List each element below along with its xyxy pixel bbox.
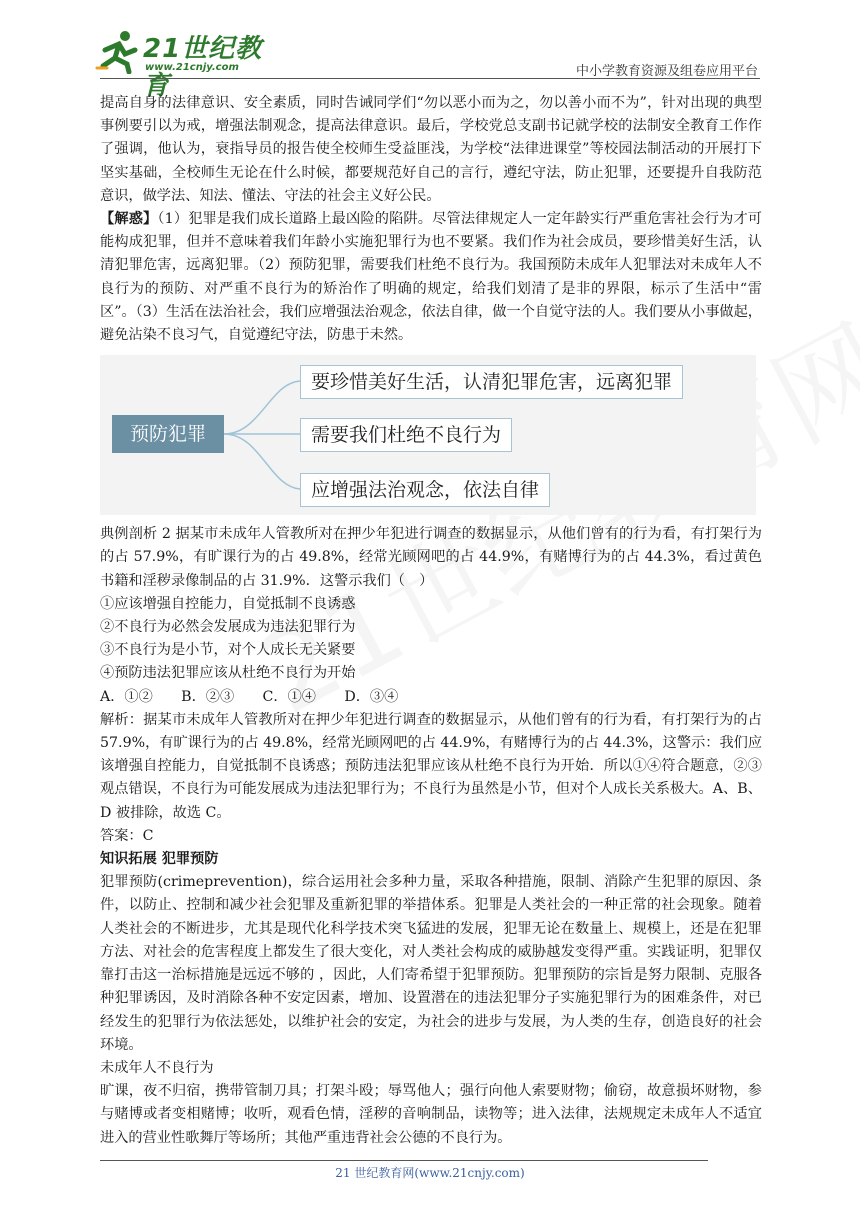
paragraph-intro: 提高自身的法律意识、安全素质，同时告诫同学们“勿以恶小而为之，勿以善小而不为”，针对出现的典型事例要引以为戒，增强法制观念，提高法律意识。最后，学校党总支副书记就学校的法制安全教育工作作了强调，他认为，衰指导员的报告使全校师生受益匪浅，为学校“法律进课堂”等校园法制活动的开展打下坚实基础，全校师生无论在什么时候，都要规范好自己的言行，遵纪守法，防止犯罪，还要提升自我防范意识，做学法、知法、懂法、守法的社会主义好公民。 [100, 95, 762, 204]
document-body [100, 92, 762, 1150]
mind-map [100, 355, 756, 515]
jiehuo-text: （1）犯罪是我们成长道路上最凶险的陷阱。尽管法律规定人一定年龄实行严重危害社会行为才可能构成犯罪，但并不意味着我们年龄小实施犯罪行为也不要紧。我们作为社会成员，要珍惜美好生活，认清犯罪危害，远离犯罪。（2）预防犯罪，需要我们杜绝不良行为。我国预防未成年人犯罪法对未成年人不良行为的预防、对严重不良行为的矫治作了明确的规定，给我们划清了是非的界限，标示了生活中“雷区”。（3）生活在法治社会，我们应增强法治观念，依法自律，做一个自觉守法的人。我们要从小事做起，避免沾染不良习气，自觉遵纪守法，防患于未然。 [100, 211, 762, 344]
paragraph-jiehuo [100, 208, 762, 347]
page-footer[interactable]: 21 世纪教育网(www.21cnjy.com) [335, 1166, 525, 1180]
paragraph-bad-behavior: 旷课，夜不归宿，携带管制刀具；打架斗殴；辱骂他人；强行向他人索要财物；偷窃，故意损坏财物，参与赌博或者变相赌博；收听，观看色情，淫秽的音响制品，读物等；进入法律，法规规定未成年人不适宜进入的营业性歌舞厅等场所；其他严重违背社会公德的不良行为。 [100, 1083, 762, 1146]
page-header [0, 0, 860, 101]
site-logo[interactable] [95, 28, 285, 101]
mind-map-branch: 要珍惜美好生活，认清犯罪危害，远离犯罪 [300, 365, 683, 399]
answer-choices: A．①② B．②③ C．①④ D．③④ [100, 688, 399, 705]
option-3: ③不良行为是小节，对个人成长无关紧要 [100, 642, 356, 659]
option-4: ④预防违法犯罪应该从杜绝不良行为开始 [100, 665, 356, 682]
option-2: ②不良行为必然会发展成为违法犯罪行为 [100, 619, 356, 636]
footer-divider [100, 1160, 708, 1161]
answer-line: 答案：C [100, 827, 154, 844]
runner-logo-icon [95, 28, 141, 74]
paragraph-example: 典例剖析 2 据某市未成年人管教所对在押少年犯进行调查的数据显示，从他们曾有的行为看，有打架行为的占 57.9%，有旷课行为的占 49.8%，经常光顾网吧的占 44.9%，有赌博行为的占 44.3%，看过黄色书籍和淫秽录像制品的占 31.9%．这警示我们（ ） [100, 526, 762, 589]
header-divider [100, 78, 760, 79]
jiehuo-label: 【解惑】 [100, 211, 158, 228]
mind-map-branch: 应增强法治观念，依法自律 [300, 473, 550, 507]
subheading-bad-behavior: 未成年人不良行为 [100, 1059, 214, 1076]
extension-title: 知识拓展 犯罪预防 [100, 851, 219, 868]
logo-url: www.21cnjy.com [145, 62, 239, 73]
mind-map-branch: 需要我们杜绝不良行为 [300, 418, 512, 452]
paragraph-analysis: 解析：据某市未成年人管教所对在押少年犯进行调查的数据显示，从他们曾有的行为看，有打架行为的占 57.9%，有旷课行为的占 49.8%，经常光顾网吧的占 44.9%，有赌博行为的占 44.3%，这警示：我们应该增强自控能力，自觉抵制不良诱惑；预防违法犯罪应该从杜绝不良行为开始．所以①④符合题意，②③观点错误，不良行为可能发展成为违法犯罪行为；不良行为虽然是小节，但对个人成长关系极大。A、B、D 被排除，故选 C。 [100, 711, 763, 821]
platform-name: 中小学教育资源及组卷应用平台 [575, 64, 758, 79]
paragraph-crime-prevention: 犯罪预防(crimeprevention)，综合运用社会多种力量，采取各种措施，限制、消除产生犯罪的原因、条件，以防止、控制和减少社会犯罪及重新犯罪的举措体系。犯罪是人类社会的一种正常的社会现象。随着人类社会的不断进步，尤其是现代化科学技术突飞猛进的发展，犯罪无论在数量上、规模上，还是在犯罪方法、对社会的危害程度上都发生了很大变化，对人类社会构成的威胁越发变得严重。实践证明，犯罪仅靠打击这一治标措施是远远不够的 ，因此，人们寄希望于犯罪预防。犯罪预防的宗旨是努力限制、克服各种犯罪诱因，及时消除各种不安定因素，增加、设置潜在的违法犯罪分子实施犯罪行为的困难条件，对已经发生的犯罪行为依法惩处，以维护社会的安定，为社会的进步与发展，为人类的生存，创造良好的社会环境。 [100, 874, 762, 1053]
option-1: ①应该增强自控能力，自觉抵制不良诱惑 [100, 595, 356, 612]
logo-text: 21世纪教育 [143, 34, 263, 101]
mind-map-root: 预防犯罪 [112, 415, 224, 453]
